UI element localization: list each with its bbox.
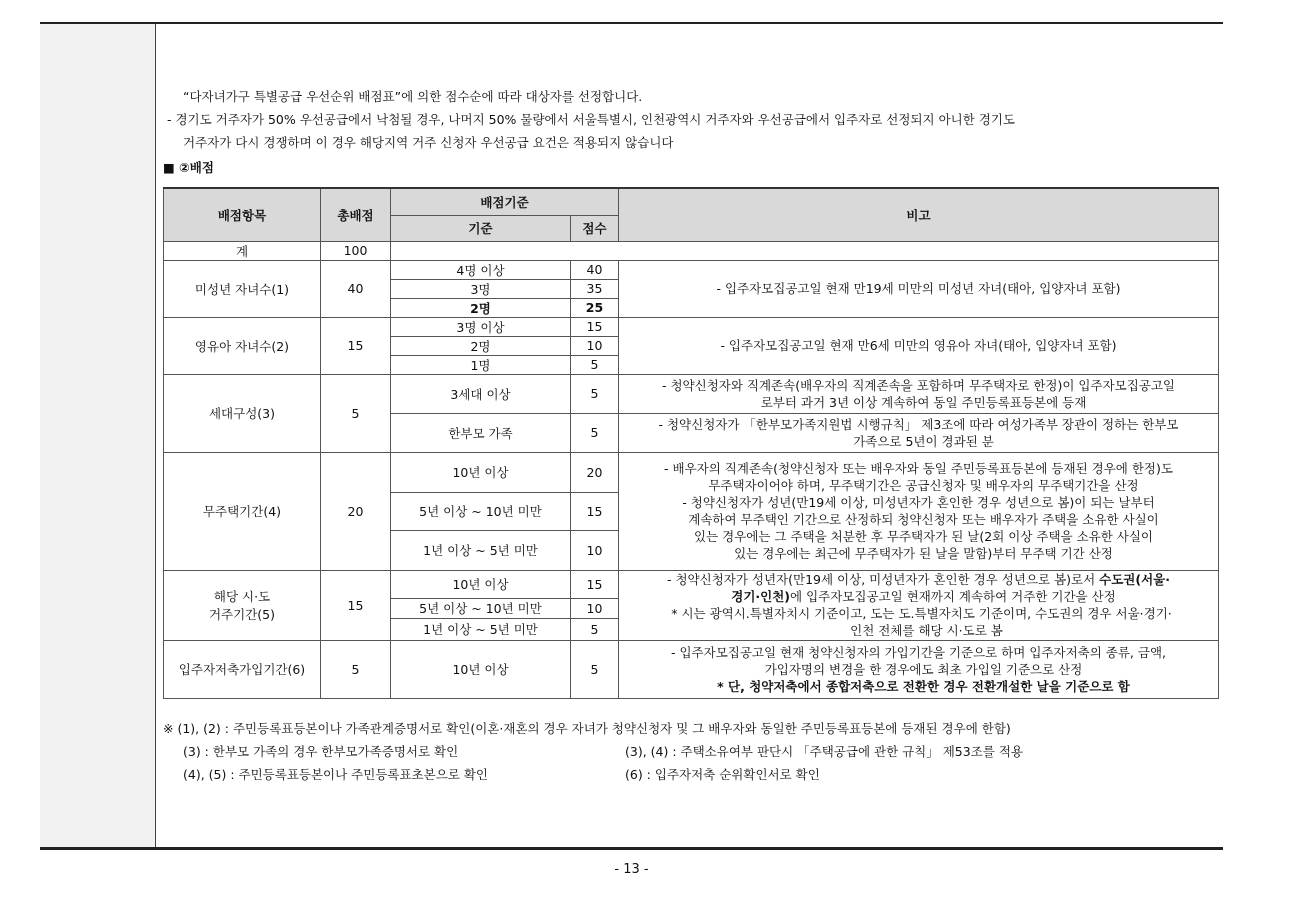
page-number: - 13 - [614, 862, 649, 877]
header-total: 총배점 [321, 188, 391, 241]
homeless-label: 무주택기간(4) [164, 452, 321, 570]
header-criteria-group: 배점기준 [391, 188, 619, 215]
intro-line-3: 거주자가 다시 경쟁하며 이 경우 해당지역 거주 신청자 우선공급 요건은 적용되지 않습니다 [183, 135, 674, 150]
score-cell: 20 [571, 452, 619, 492]
table-row [164, 452, 1219, 492]
household-remark-2: - 청약신청자가 「한부모가족지원법 시행규칙」 제3조에 따라 여성가족부 장관이 정하는 한부모 가족으로 5년이 경과된 분 [619, 413, 1219, 452]
homeless-total: 20 [321, 452, 391, 570]
infant-children-label: 영유아 자녀수(2) [164, 317, 321, 374]
criteria-cell: 1명 [391, 355, 571, 374]
score-cell: 5 [571, 640, 619, 698]
score-cell: 35 [571, 279, 619, 298]
left-margin-panel [40, 24, 156, 847]
criteria-cell: 4명 이상 [391, 260, 571, 279]
score-cell: 5 [571, 374, 619, 413]
score-cell: 10 [571, 336, 619, 355]
sum-total: 100 [321, 241, 391, 260]
residence-remark: - 청약신청자가 성년자(만19세 이상, 미성년자가 혼인한 경우 성년으로 봄)로서 수도권(서울· 경기·인천)에 입주자모집공고일 현재까지 계속하여 거주한 기간을 산정 * 시는 광역시.특별자치시 기준이고, 도는 도.특별자치도 기준이며, 수도권의 경우 서울·경기· 인천 전체를 해당 시·도로 봄 [619, 570, 1219, 640]
header-score: 점수 [571, 215, 619, 241]
criteria-cell: 1년 이상 ~ 5년 미만 [391, 618, 571, 640]
score-table [163, 187, 1219, 699]
score-cell: 15 [571, 317, 619, 336]
criteria-cell: 10년 이상 [391, 570, 571, 598]
criteria-cell: 한부모 가족 [391, 413, 571, 452]
note-2: (3) : 한부모 가족의 경우 한부모가족증명서로 확인 [183, 744, 459, 759]
header-remark: 비고 [619, 188, 1219, 241]
note-4: (4), (5) : 주민등록표등본이나 주민등록표초본으로 확인 [183, 767, 488, 782]
document-body [163, 24, 1223, 844]
score-cell: 15 [571, 492, 619, 530]
criteria-cell: 3명 이상 [391, 317, 571, 336]
sum-label: 계 [164, 241, 321, 260]
score-cell: 5 [571, 355, 619, 374]
criteria-cell: 2명 [391, 336, 571, 355]
criteria-cell: 3명 [391, 279, 571, 298]
criteria-cell: 3세대 이상 [391, 374, 571, 413]
criteria-cell: 5년 이상 ~ 10년 미만 [391, 492, 571, 530]
score-cell: 5 [571, 413, 619, 452]
household-label: 세대구성(3) [164, 374, 321, 452]
score-cell: 10 [571, 598, 619, 618]
score-cell: 5 [571, 618, 619, 640]
note-1: ※ (1), (2) : 주민등록표등본이나 가족관계증명서로 확인(이혼·재혼의 경우 자녀가 청약신청자 및 그 배우자와 동일한 주민등록표등본에 등재된 경우에 한함) [163, 721, 1011, 736]
table-row [164, 570, 1219, 598]
criteria-cell: 1년 이상 ~ 5년 미만 [391, 530, 571, 570]
table-row [164, 317, 1219, 336]
infant-children-total: 15 [321, 317, 391, 374]
criteria-cell: 10년 이상 [391, 452, 571, 492]
savings-total: 5 [321, 640, 391, 698]
minor-children-total: 40 [321, 260, 391, 317]
household-remark-1: - 청약신청자와 직계존속(배우자의 직계존속을 포함하며 무주택자로 한정)이 입주자모집공고일 로부터 과거 3년 이상 계속하여 동일 주민등록표등본에 등재 [619, 374, 1219, 413]
section-title: ■ ②배점 [163, 160, 214, 175]
homeless-remark: - 배우자의 직계존속(청약신청자 또는 배우자와 동일 주민등록표등본에 등재된 경우에 한정)도 무주택자이어야 하며, 무주택기간은 공급신청자 및 배우자의 무주택기간을 산정 - 청약신청자가 성년(만19세 이상, 미성년자가 혼인한 경우 성년으로 봄)이 되는 날부터 계속하여 무주택인 기간으로 산정하되 청약신청자 또는 배우자가 주택을 소유한 사실이 있는 경우에는 그 주택을 처분한 후 무주택자가 된 날(2회 이상 주택을 소유한 사실이 있는 경우에는 최근에 무주택자가 된 날을 말함)부터 무주택 기간 산정 [619, 452, 1219, 570]
score-cell: 25 [571, 298, 619, 317]
residence-label: 해당 시·도 거주기간(5) [164, 570, 321, 640]
header-item: 배점항목 [164, 188, 321, 241]
note-5: (6) : 입주자저축 순위확인서로 확인 [625, 767, 820, 782]
savings-label: 입주자저축가입기간(6) [164, 640, 321, 698]
criteria-cell: 2명 [391, 298, 571, 317]
score-cell: 40 [571, 260, 619, 279]
header-criteria: 기준 [391, 215, 571, 241]
intro-line-2: - 경기도 거주자가 50% 우선공급에서 낙첨될 경우, 나머지 50% 물량에서 서울특별시, 인천광역시 거주자와 우선공급에서 입주자로 선정되지 아니한 경기도 [167, 112, 1015, 127]
household-total: 5 [321, 374, 391, 452]
criteria-cell: 5년 이상 ~ 10년 미만 [391, 598, 571, 618]
table-row [164, 640, 1219, 698]
intro-line-1: “다자녀가구 특별공급 우선순위 배점표”에 의한 점수순에 따라 대상자를 선정합니다. [183, 89, 643, 104]
infant-children-remark: - 입주자모집공고일 현재 만6세 미만의 영유아 자녀(태아, 입양자녀 포함) [619, 317, 1219, 374]
minor-children-label: 미성년 자녀수(1) [164, 260, 321, 317]
note-3: (3), (4) : 주택소유여부 판단시 「주택공급에 관한 규칙」 제53조를 적용 [625, 744, 1023, 759]
score-cell: 10 [571, 530, 619, 570]
table-row [164, 241, 1219, 260]
table-row [164, 374, 1219, 413]
table-notes [163, 717, 1223, 786]
table-row [164, 260, 1219, 279]
residence-total: 15 [321, 570, 391, 640]
minor-children-remark: - 입주자모집공고일 현재 만19세 미만의 미성년 자녀(태아, 입양자녀 포함) [619, 260, 1219, 317]
criteria-cell: 10년 이상 [391, 640, 571, 698]
bottom-rule [40, 847, 1223, 850]
savings-remark: - 입주자모집공고일 현재 청약신청자의 가입기간을 기준으로 하며 입주자저축의 종류, 금액, 가입자명의 변경을 한 경우에도 최초 가입일 기준으로 산정 * 단, 청약저축에서 종합저축으로 전환한 경우 전환개설한 날을 기준으로 함 [619, 640, 1219, 698]
score-cell: 15 [571, 570, 619, 598]
